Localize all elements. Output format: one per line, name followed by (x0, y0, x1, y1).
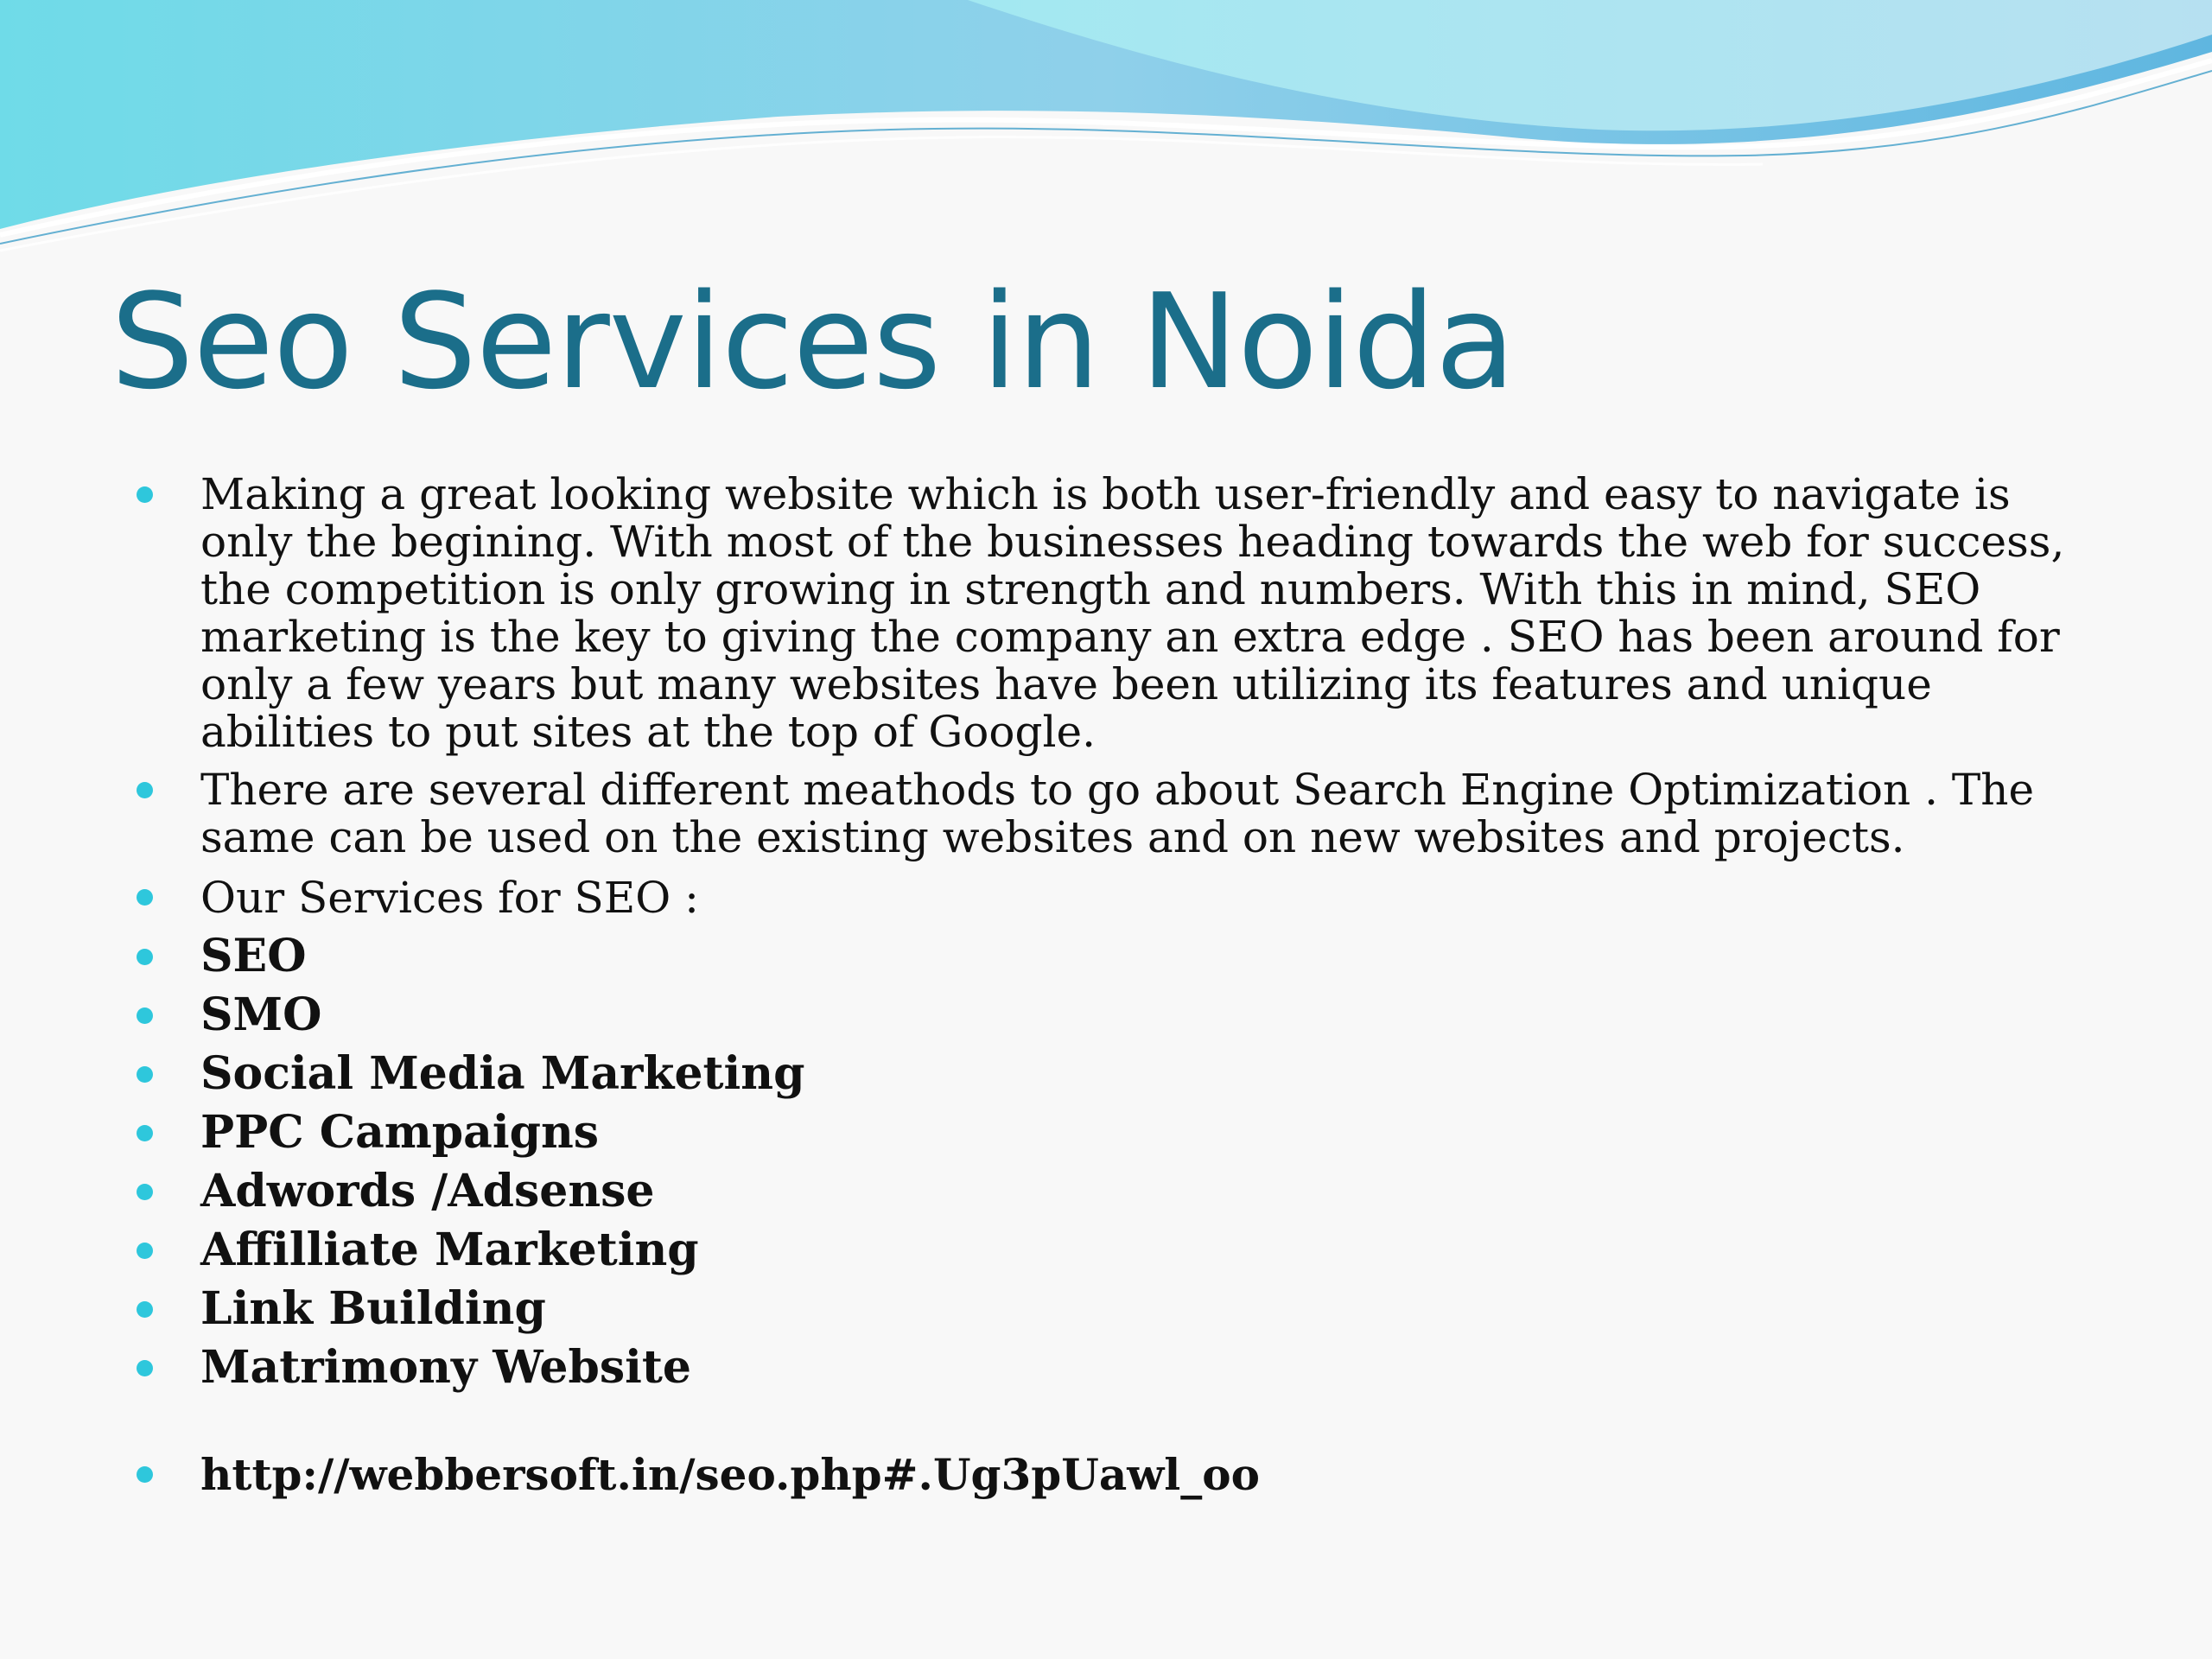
bullet-icon (137, 782, 153, 798)
service-item (130, 1106, 2091, 1159)
service-label: Matrimony Website (200, 1341, 691, 1394)
service-label: Adwords /Adsense (200, 1165, 655, 1217)
bullet-icon (137, 1125, 153, 1141)
bullet-icon (137, 889, 153, 906)
service-label: Link Building (200, 1282, 546, 1335)
bullet-icon (137, 486, 153, 503)
list-item (130, 874, 2091, 922)
paragraph-text: There are several different meathods to go about Search Engine Optimization . The same can be used on the existing websites and on new websites and projects. (200, 765, 2035, 862)
service-item (130, 1226, 2091, 1274)
bullet-icon (137, 1243, 153, 1259)
service-item (130, 1341, 2091, 1394)
service-label: PPC Campaigns (200, 1106, 600, 1159)
bullet-icon (137, 1360, 153, 1376)
bullet-list (130, 471, 2091, 1499)
bullet-icon (137, 1066, 153, 1083)
service-label: Social Media Marketing (200, 1047, 805, 1100)
service-item (130, 1282, 2091, 1335)
slide-title: Seo Services in Noida (111, 265, 1516, 418)
paragraph-text: Making a great looking website which is both user-friendly and easy to navigate is only the begining. With most of the businesses heading towards the web for success, the competition is only growing in strength and numbers. With this in mind, SEO marketing is the key to giving the company an extra edge . SEO has been around for only a few years but many websites have been utilizing its features and unique abilities to put sites at the top of Google. (200, 469, 2065, 757)
service-item (130, 932, 2091, 981)
bullet-icon (137, 1301, 153, 1318)
service-item (130, 1047, 2091, 1100)
service-label: SMO (200, 988, 322, 1041)
service-label: SEO (200, 930, 307, 982)
bullet-icon (137, 1184, 153, 1200)
website-link[interactable]: http://webbersoft.in/seo.php#.Ug3pUawl_oo (200, 1449, 1261, 1500)
service-item (130, 1167, 2091, 1216)
service-label: Affilliate Marketing (200, 1224, 699, 1276)
service-item (130, 988, 2091, 1041)
bullet-icon (137, 1007, 153, 1024)
bullet-icon (137, 949, 153, 965)
decorative-wave-header (0, 0, 2212, 259)
services-heading: Our Services for SEO : (200, 873, 700, 923)
list-item (130, 471, 2091, 756)
list-item (130, 1451, 2091, 1499)
bullet-icon (137, 1466, 153, 1483)
list-item (130, 766, 2091, 861)
